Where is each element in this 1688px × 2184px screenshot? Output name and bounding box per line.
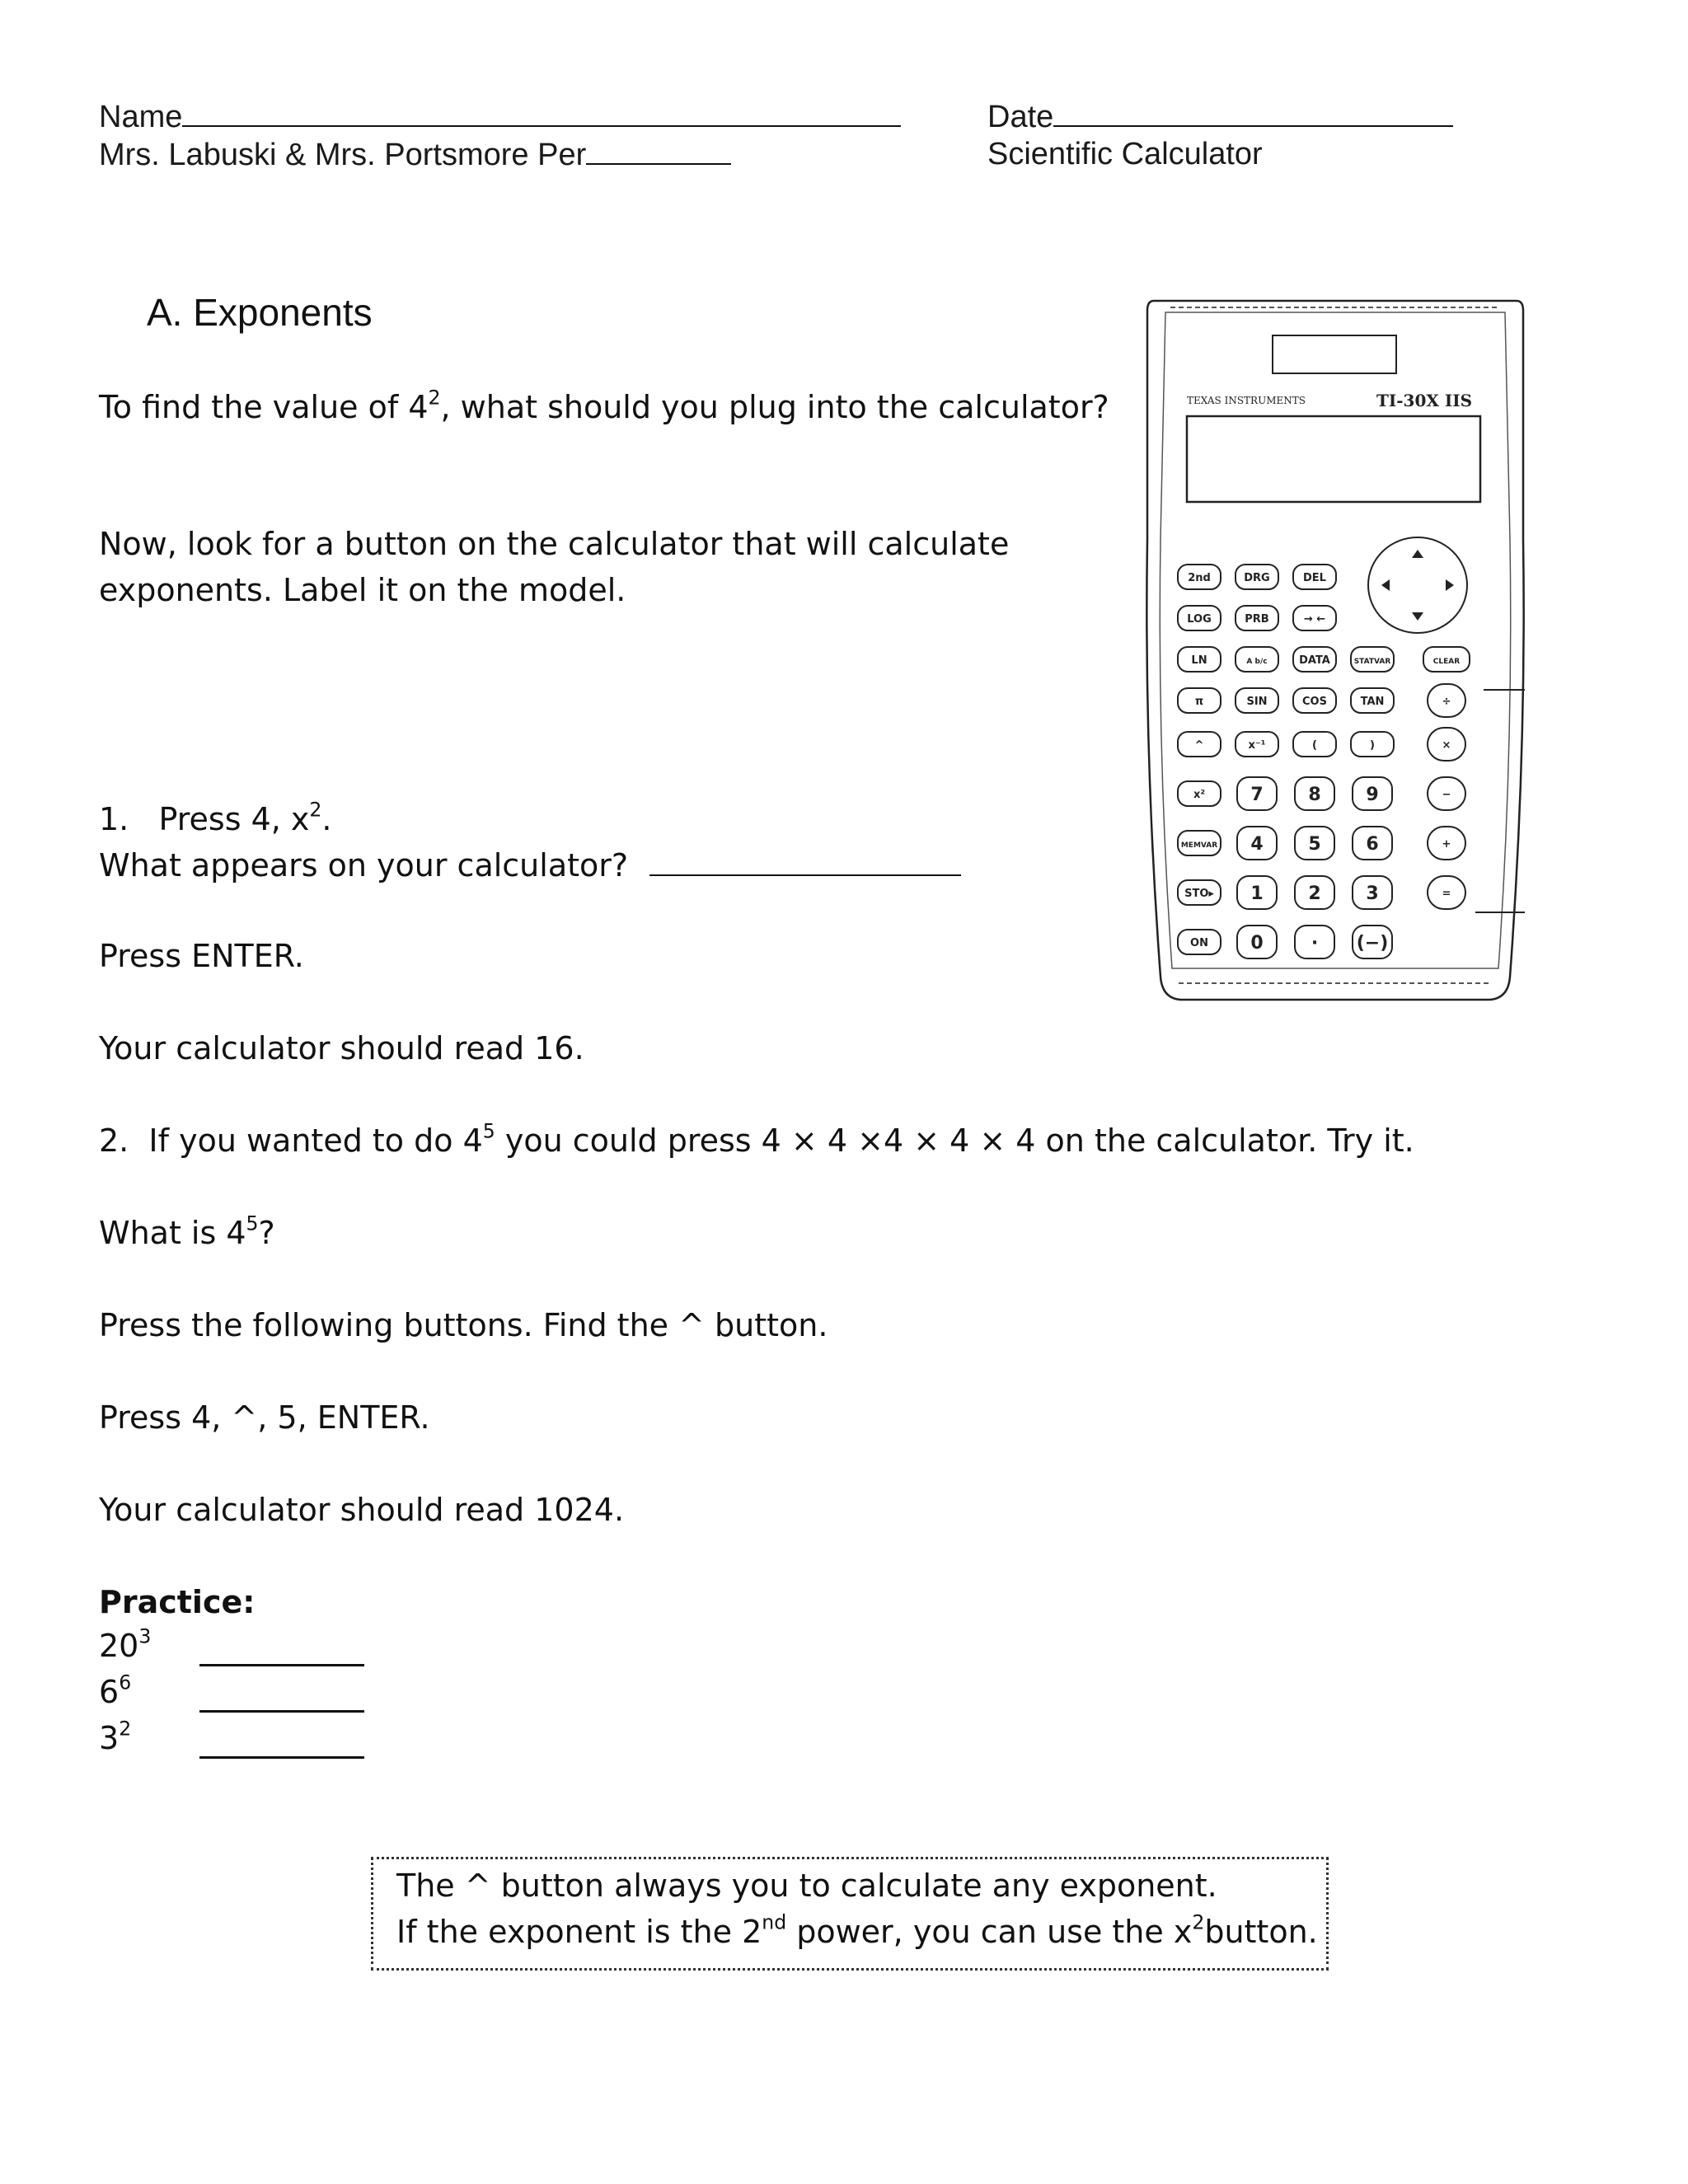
calculator-key-label: 6 [1366,834,1379,855]
calculator-key-label: MEMVAR [1180,841,1218,850]
tip-line-2 [396,1910,1318,1950]
calculator-key-label: 9 [1366,785,1379,805]
calculator-key-label: COS [1302,696,1327,708]
date-label: Date [987,100,1054,134]
ordinal-suffix: nd [762,1910,787,1934]
step2-instruction [99,1118,1414,1164]
calculator-key-label: 2 [1308,883,1321,904]
tip-line-1: The ^ button always you to calculate any exponent. [396,1868,1217,1904]
model-text: TI-30X IIS [1376,391,1473,410]
answer-blank[interactable] [649,846,961,876]
calculator-key-label: A b/c [1246,658,1268,666]
text-part: 2. If you wanted to do 4 [99,1122,483,1159]
calculator-key-label: 1 [1250,883,1264,904]
question-find-value [99,384,1109,430]
text-part: ? [258,1215,275,1251]
exponent: 2 [428,386,441,410]
text-part: power, you can use the x [786,1914,1193,1950]
text-part: To find the value of 4 [99,389,429,425]
calculator-key-label: 0 [1250,933,1264,954]
what-is-question [99,1210,275,1256]
instruction-look-line2: exponents. Label it on the model. [99,572,626,608]
calculator-key-label: x² [1193,789,1206,801]
practice-answer-blank[interactable] [199,1664,364,1666]
calculator-key-label: = [1442,888,1451,900]
practice-base: 3 [99,1720,120,1756]
instruction-look-line1: Now, look for a button on the calculator that will calculate [99,526,1010,562]
period-blank[interactable] [586,135,731,165]
result-16-text: Your calculator should read 16. [99,1030,584,1066]
press-enter-text: Press ENTER. [99,938,304,974]
exponent: 5 [482,1119,495,1143]
calculator-key-label: LN [1191,654,1207,667]
find-caret-text: Press the following buttons. Find the ^ button. [99,1307,828,1343]
text-part: you could press 4 × 4 ×4 × 4 × 4 on the calculator. Try it. [495,1122,1414,1159]
calculator-key-label: DRG [1244,572,1270,584]
practice-base: 20 [99,1628,139,1664]
text-part: 1. Press 4, x [99,801,310,837]
name-label: Name [99,100,183,134]
calculator-key-label: → ← [1303,613,1326,626]
calculator-key-label: STATVAR [1353,658,1391,666]
text-part: button. [1204,1914,1318,1950]
practice-item [99,1671,132,1710]
date-field[interactable] [987,97,1453,136]
calculator-key-label: DATA [1299,654,1330,667]
practice-item [99,1624,152,1664]
calculator-key-label: STO▸ [1184,888,1214,900]
calculator-key-label: ÷ [1442,696,1451,708]
text-part: , what should you plug into the calculator? [440,389,1109,425]
calculator-key-label: 5 [1308,834,1321,855]
exponent: 2 [309,798,322,822]
question-text: What appears on your calculator? [99,847,629,883]
exponent: 2 [1192,1910,1205,1934]
practice-exponent: 3 [138,1624,152,1648]
calculator-key-label: 4 [1250,834,1264,855]
calculator-key-label: SIN [1246,696,1268,708]
date-blank[interactable] [1053,97,1453,127]
practice-label: Practice: [99,1584,256,1620]
practice-answer-blank[interactable] [199,1756,364,1759]
subject-title: Scientific Calculator [987,137,1263,171]
calculator-key-label: − [1442,789,1451,801]
calculator-key-label: (−) [1356,933,1389,954]
text-part: . [321,801,332,837]
calculator-key-label: TAN [1360,696,1385,708]
practice-base: 6 [99,1674,120,1710]
section-title: A. Exponents [147,291,373,334]
calculator-key-label: · [1311,933,1319,954]
practice-exponent: 6 [119,1671,132,1694]
calculator-key-label: PRB [1245,613,1269,626]
calculator-key-label: ON [1190,937,1208,949]
calculator-key-label: DEL [1303,572,1326,584]
calculator-key-label: + [1442,838,1451,851]
text-part: What is 4 [99,1215,246,1251]
exponent: 5 [246,1212,259,1235]
calculator-key-label: π [1194,696,1204,708]
tip-box [371,1857,1329,1971]
practice-answer-blank[interactable] [199,1710,364,1713]
name-field[interactable] [99,97,901,136]
press-caret-text: Press 4, ^, 5, ENTER. [99,1399,430,1436]
brand-text: TEXAS INSTRUMENTS [1187,395,1306,406]
calculator-key-label: 8 [1308,785,1321,805]
calculator-key-label: × [1442,739,1451,752]
calculator-key-label: ^ [1194,739,1204,752]
calculator-key-label: 2nd [1188,572,1211,584]
teacher-names: Mrs. Labuski & Mrs. Portsmore Per [99,138,587,172]
calculator-diagram [1137,293,1533,1018]
step1-instruction [99,796,331,842]
calculator-key-label: LOG [1187,613,1212,626]
result-1024-text: Your calculator should read 1024. [99,1492,625,1528]
practice-item [99,1717,132,1756]
calculator-key-label: 7 [1250,785,1264,805]
calculator-key-label: x⁻¹ [1248,739,1266,752]
name-blank[interactable] [182,97,901,127]
step1-question [99,842,961,888]
text-part: If the exponent is the 2 [396,1914,762,1950]
calculator-key-label: ( [1312,739,1317,752]
calculator-key-label: 3 [1366,883,1379,904]
calculator-key-label: ) [1370,739,1375,752]
calculator-key-label: CLEAR [1432,658,1461,666]
practice-exponent: 2 [119,1717,132,1741]
teacher-period-line [99,135,731,174]
